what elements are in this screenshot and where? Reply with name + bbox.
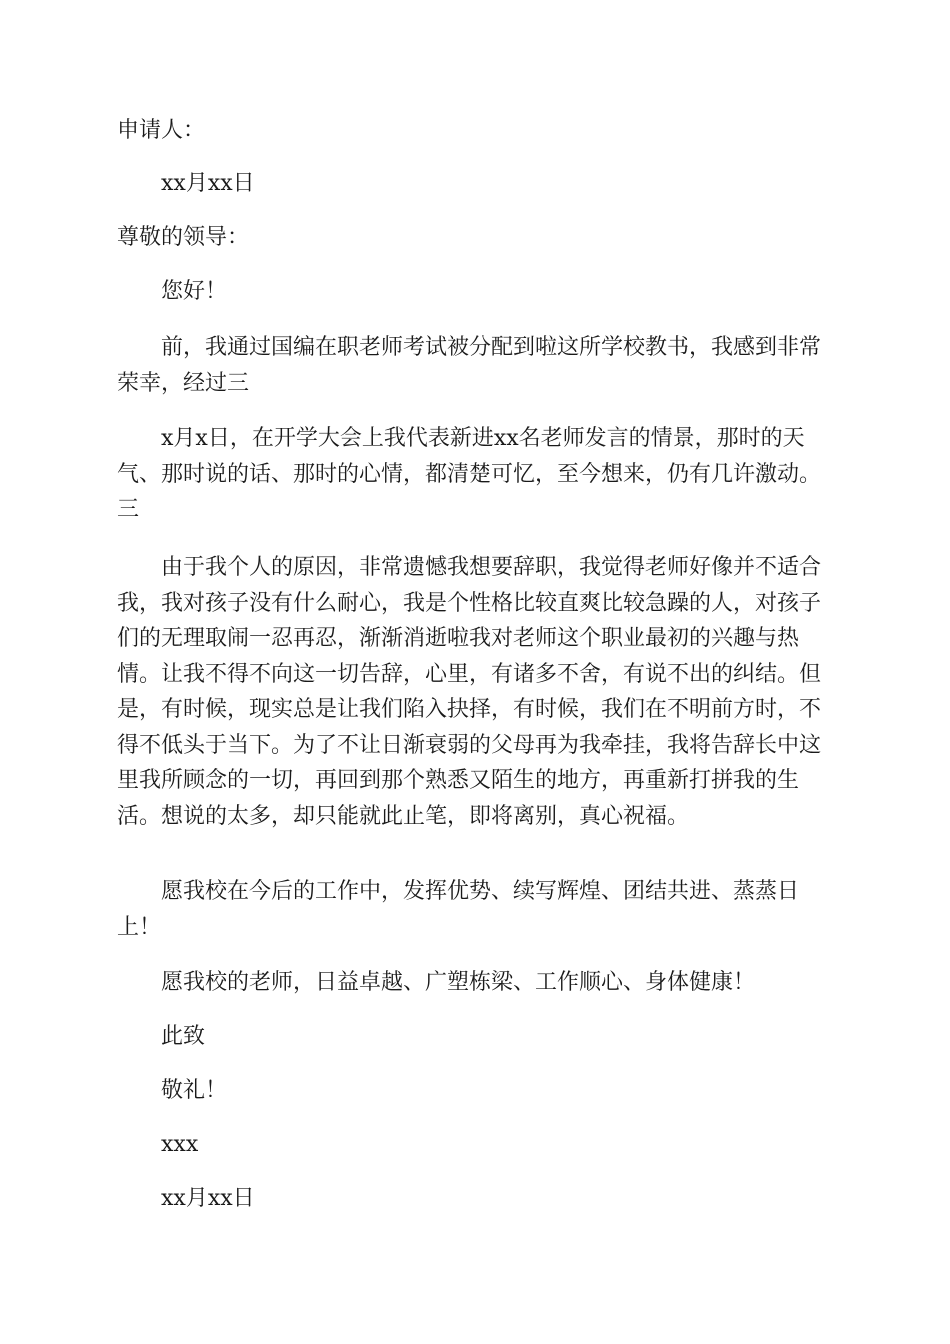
paragraph-4-line: 愿我校在今后的工作中，发挥优势、续写辉煌、团结共进、蒸蒸日 <box>161 879 800 904</box>
paragraph-2 <box>117 421 837 528</box>
paragraph-3-line: 情。让我不得不向这一切告辞，心里，有诸多不舍，有说不出的纠结。但 <box>117 661 822 687</box>
paragraph-5: 愿我校的老师，日益卓越、广塑栋梁、工作顺心、身体健康！ <box>161 970 756 995</box>
paragraph-3-line: 得不低头于当下。为了不让日渐衰弱的父母再为我牵挂，我将告辞长中这 <box>117 732 822 758</box>
paragraph-3 <box>117 550 837 834</box>
paragraph-1-line: 前，我通过国编在职老师考试被分配到啦这所学校教书，我感到非常 <box>161 335 822 360</box>
paragraph-3-line: 们的无理取闹一忍再忍，渐渐消逝啦我对老师这个职业最初的兴趣与热 <box>117 626 800 651</box>
paragraph-3-line: 里我所顾念的一切，再回到那个熟悉又陌生的地方，再重新打拼我的生 <box>117 768 800 793</box>
paragraph-1 <box>117 330 837 401</box>
paragraph-3-line: 我，我对孩子没有什么耐心，我是个性格比较直爽比较急躁的人，对孩子 <box>117 590 822 616</box>
closing-line-1: 此致 <box>161 1024 206 1049</box>
greeting: 您好！ <box>161 279 228 304</box>
paragraph-2-line: x月x日，在开学大会上我代表新进xx名老师发言的情景，那时的天 <box>161 426 805 451</box>
salutation: 尊敬的领导： <box>117 225 250 250</box>
paragraph-3-line: 活。想说的太多，却只能就此止笔，即将离别，真心祝福。 <box>117 803 690 829</box>
paragraph-4 <box>117 874 837 945</box>
signature: xxx <box>161 1132 199 1157</box>
date-bottom: xx月xx日 <box>161 1186 255 1211</box>
closing-line-2: 敬礼！ <box>161 1078 228 1103</box>
applicant-label: 申请人： <box>117 118 206 143</box>
paragraph-3-line: 是，有时候，现实总是让我们陷入抉择，有时候，我们在不明前方时，不 <box>117 697 822 722</box>
paragraph-3-line: 由于我个人的原因，非常遗憾我想要辞职，我觉得老师好像并不适合 <box>161 555 822 580</box>
paragraph-4-line: 上！ <box>117 914 162 940</box>
paragraph-1-line: 荣幸，经过三 <box>117 370 250 396</box>
paragraph-2-line: 三 <box>117 497 140 522</box>
paragraph-2-line: 气、那时说的话、那时的心情，都清楚可忆，至今想来，仍有几许激动。 <box>117 461 822 487</box>
date-top: xx月xx日 <box>161 171 255 196</box>
